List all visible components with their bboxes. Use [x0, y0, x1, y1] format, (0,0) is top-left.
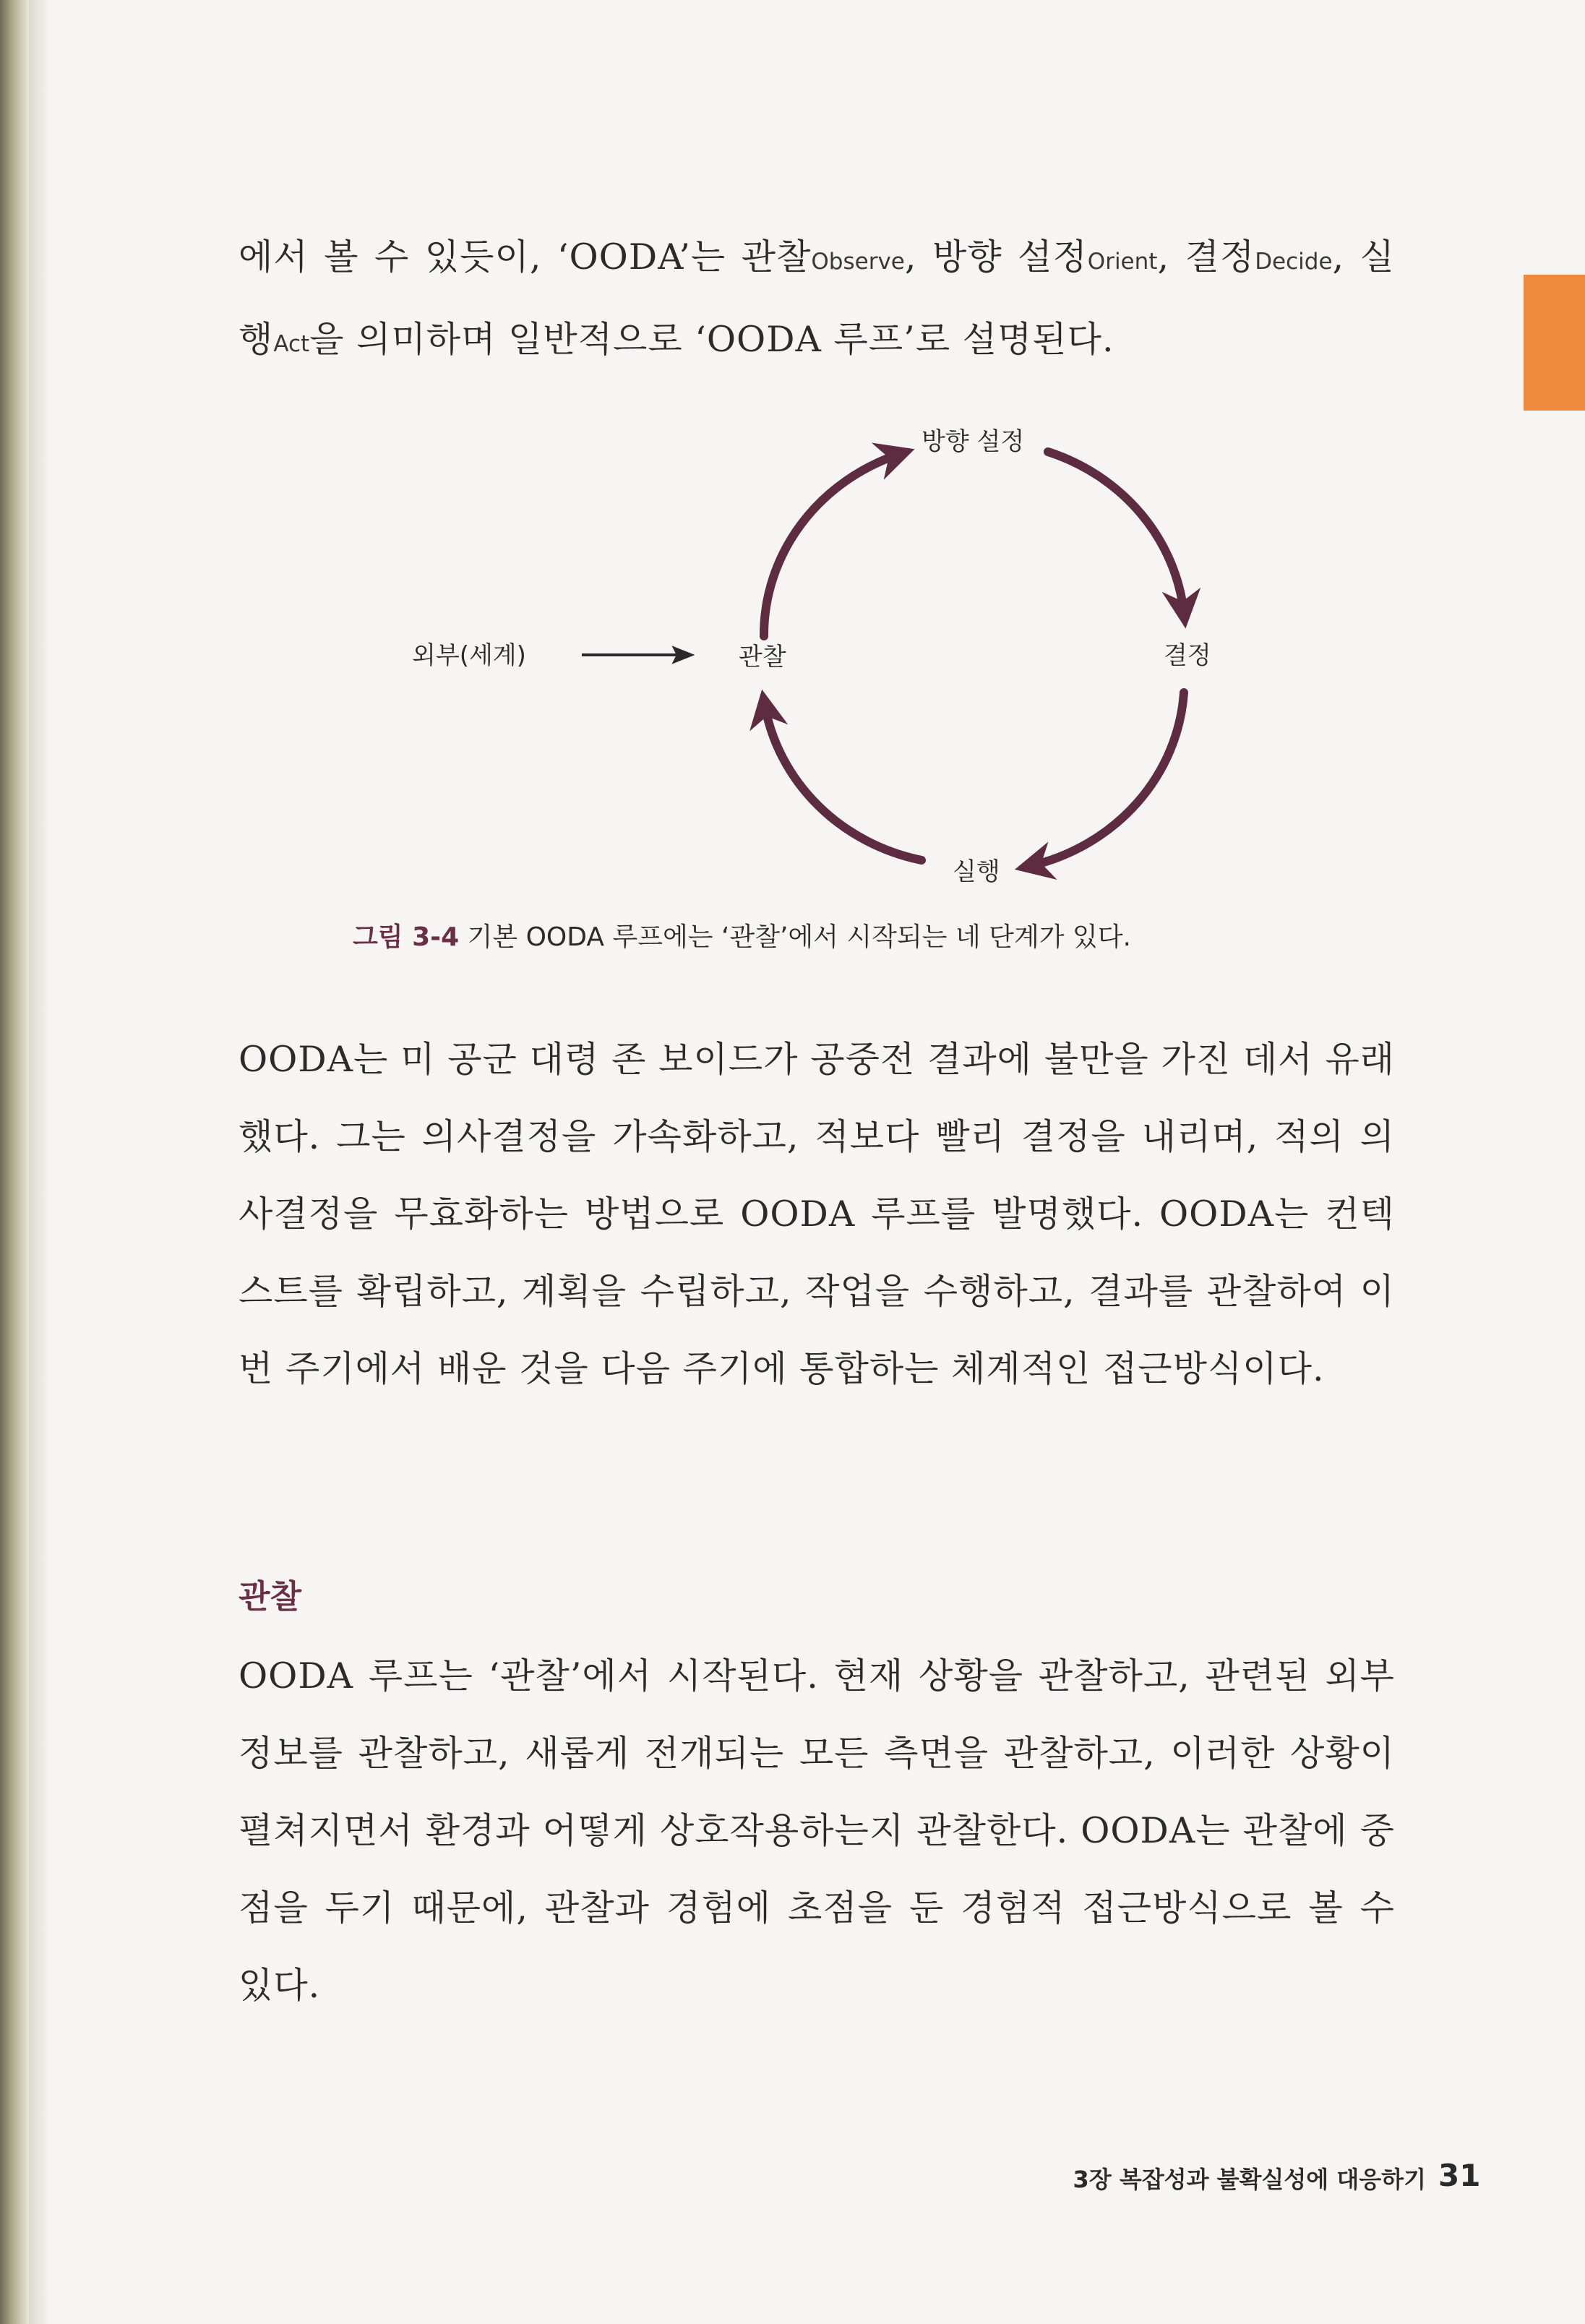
page-edge-shadow [29, 0, 51, 2324]
label-observe: 관찰 [739, 643, 786, 672]
chapter-tab-marker [1524, 275, 1585, 411]
intro-paragraph: 에서 볼 수 있듯이, ‘OODA’는 관찰Observe, 방향 설정Orient, 결정Decide, 실행Act을 의미하며 일반적으로 ‘OODA 루프’로 설명된다. [239, 236, 1395, 360]
arc-decide-to-act [1030, 693, 1184, 866]
gloss-orient: Orient [1087, 249, 1158, 275]
figure-number: 그림 3-4 [353, 922, 460, 952]
page-number: 31 [1438, 2158, 1481, 2193]
running-footer: 3장 복잡성과 불확실성에 대응하기 [1073, 2166, 1426, 2193]
caption-text: 기본 OODA 루프에는 ‘관찰’에서 시작되는 네 단계가 있다. [459, 922, 1131, 952]
label-decide: 결정 [1164, 641, 1211, 670]
label-act: 실행 [953, 857, 1000, 886]
label-orient: 방향 설정 [922, 427, 1025, 456]
body-paragraph: OODA는 미 공군 대령 존 보이드가 공중전 결과에 불만을 가진 데서 유래했다. 그는 의사결정을 가속화하고, 적보다 빨리 결정을 내리며, 적의 의사결정을 무효화하는 방법으로 OODA 루프를 발명했다. OODA는 컨텍스트를 확립하고, 계획을 수립하고, 작업을 수행하고, 결과를 관찰하여 이번 주기에서 배운 것을 다음 주기에 통합하는 체계적인 접근방식이다. [239, 1039, 1395, 1389]
arc-orient-to-decide [1048, 452, 1184, 613]
label-external: 외부(세계) [412, 641, 526, 670]
arc-observe-to-orient [764, 454, 900, 636]
arc-act-to-observe [765, 705, 922, 860]
gloss-observe: Observe [811, 249, 905, 275]
section-heading: 관찰 [239, 1577, 301, 1616]
figure-caption [0, 917, 1585, 953]
ooda-loop-diagram [0, 405, 1585, 911]
section-paragraph: OODA 루프는 ‘관찰’에서 시작된다. 현재 상황을 관찰하고, 관련된 외부 정보를 관찰하고, 새롭게 전개되는 모든 측면을 관찰하고, 이러한 상황이 펼쳐지면서 환경과 어떻게 상호작용하는지 관찰한다. OODA는 관찰에 중점을 두기 때문에, 관찰과 경험에 초점을 둔 경험적 접근방식으로 볼 수 있다. [239, 1655, 1395, 2006]
gloss-decide: Decide [1255, 249, 1333, 275]
book-spine-shadow [0, 0, 29, 2324]
gloss-act: Act [273, 331, 310, 357]
